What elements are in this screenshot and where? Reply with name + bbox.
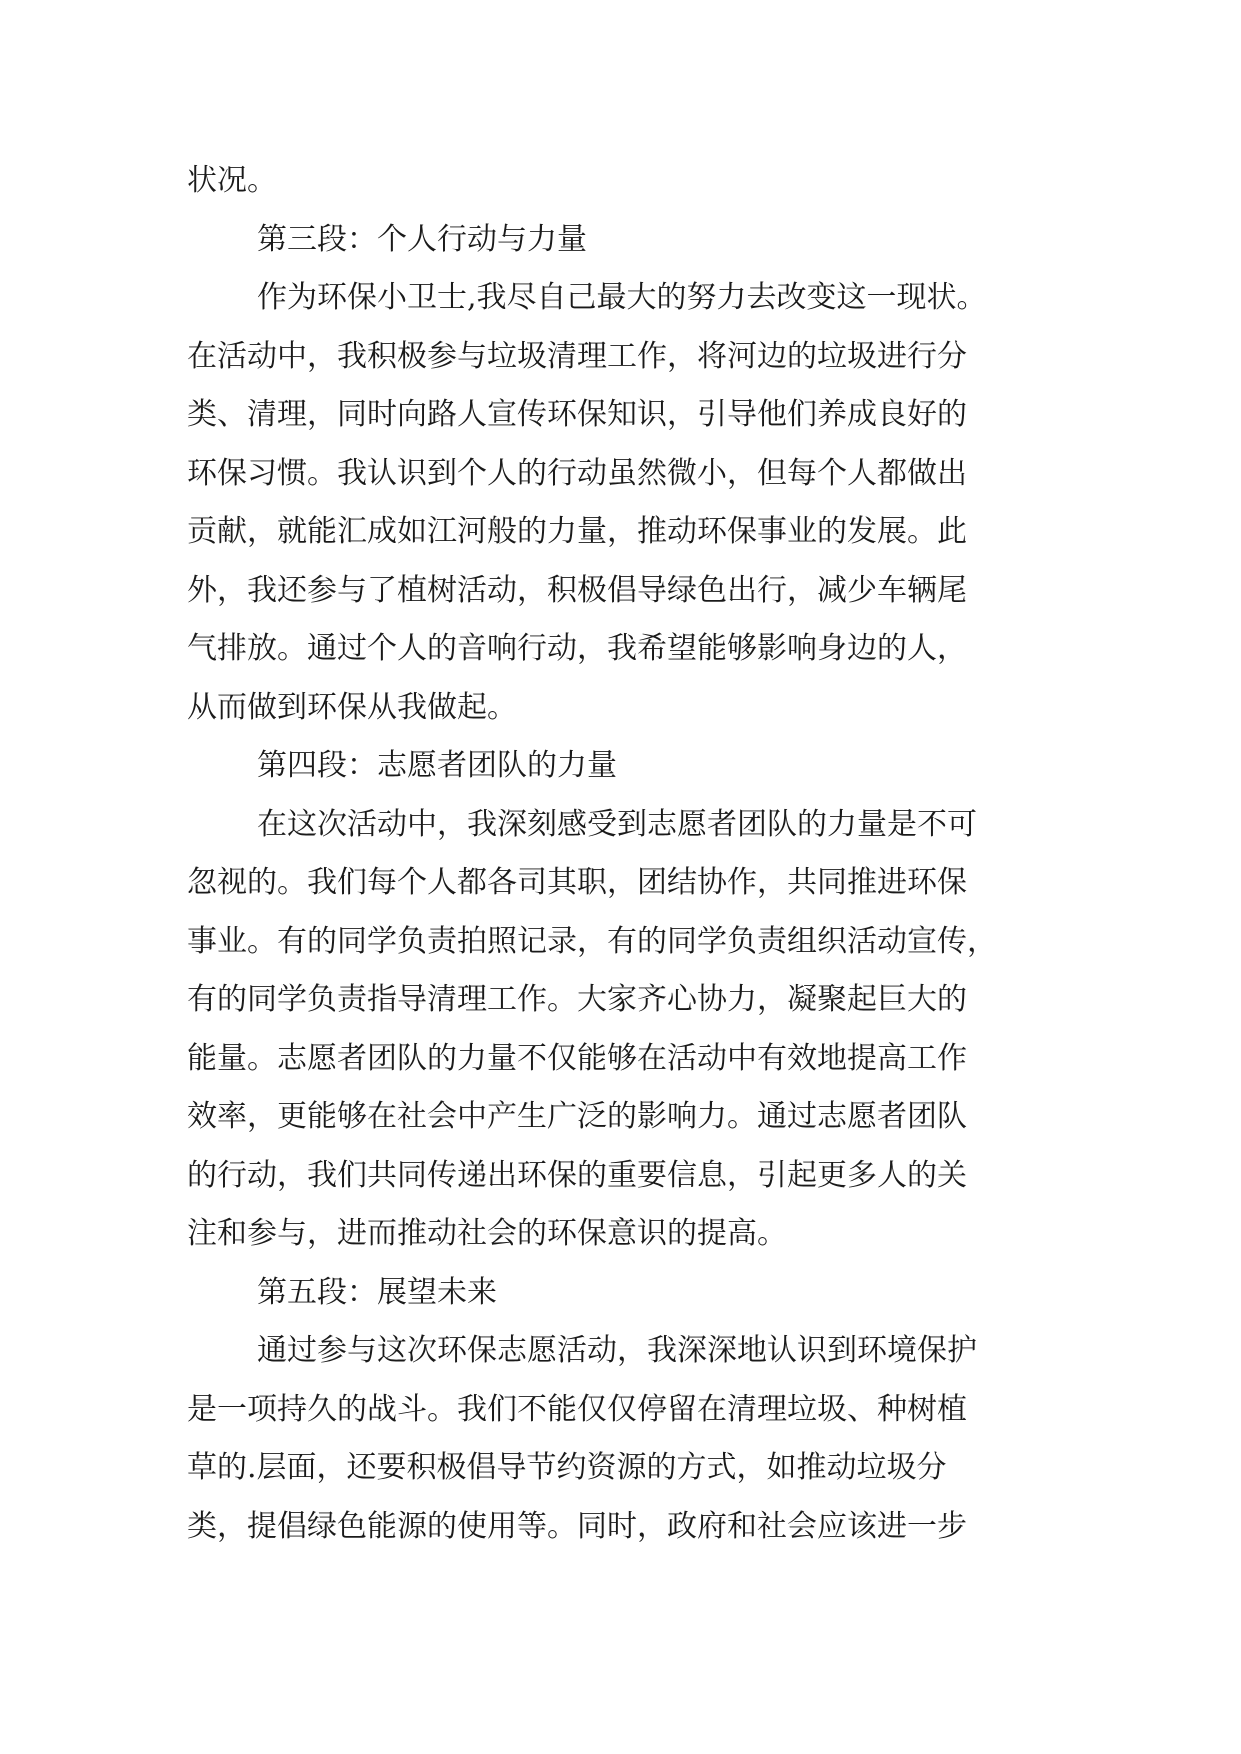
text-line: 有的同学负责指导清理工作。大家齐心协力，凝聚起巨大的 (187, 982, 967, 1017)
text-line: 环保习惯。我认识到个人的行动虽然微小，但每个人都做出 (187, 455, 967, 491)
text-line: 事业。有的同学负责拍照记录，有的同学负责组织活动宣传， (187, 923, 997, 959)
text-line: 忽视的。我们每个人都各司其职，团结协作，共同推进环保 (187, 865, 967, 900)
text-line: 作为环保小卫士,我尽自己最大的努力去改变这一现状。 (257, 280, 987, 315)
section-heading: 第四段：志愿者团队的力量 (257, 748, 617, 783)
text-line: 类、清理，同时向路人宣传环保知识，引导他们养成良好的 (187, 397, 967, 432)
text-line: 贡献，就能汇成如江河般的力量，推动环保事业的发展。此 (187, 514, 967, 549)
text-line: 外，我还参与了植树活动，积极倡导绿色出行，减少车辆尾 (187, 572, 967, 608)
text-line: 能量。志愿者团队的力量不仅能够在活动中有效地提高工作 (187, 1040, 967, 1076)
text-line: 状况。 (187, 163, 277, 198)
section-heading: 第五段：展望未来 (257, 1274, 497, 1310)
section-heading: 第三段：个人行动与力量 (257, 221, 587, 257)
text-line: 类，提倡绿色能源的使用等。同时，政府和社会应该进一步 (187, 1508, 967, 1544)
document-body (187, 152, 1047, 1556)
text-line: 是一项持久的战斗。我们不能仅仅停留在清理垃圾、种树植 (187, 1391, 967, 1427)
text-line: 草的.层面，还要积极倡导节约资源的方式，如推动垃圾分 (187, 1450, 947, 1485)
text-line: 通过参与这次环保志愿活动，我深深地认识到环境保护 (257, 1333, 977, 1368)
text-line: 气排放。通过个人的音响行动，我希望能够影响身边的人， (187, 631, 967, 666)
text-line: 在活动中，我积极参与垃圾清理工作，将河边的垃圾进行分 (187, 338, 967, 374)
text-line: 在这次活动中，我深刻感受到志愿者团队的力量是不可 (257, 806, 977, 842)
text-line: 的行动，我们共同传递出环保的重要信息，引起更多人的关 (187, 1157, 967, 1193)
text-line: 注和参与，进而推动社会的环保意识的提高。 (187, 1216, 787, 1251)
text-line: 从而做到环保从我做起。 (187, 689, 517, 725)
text-line: 效率，更能够在社会中产生广泛的影响力。通过志愿者团队 (187, 1099, 967, 1134)
